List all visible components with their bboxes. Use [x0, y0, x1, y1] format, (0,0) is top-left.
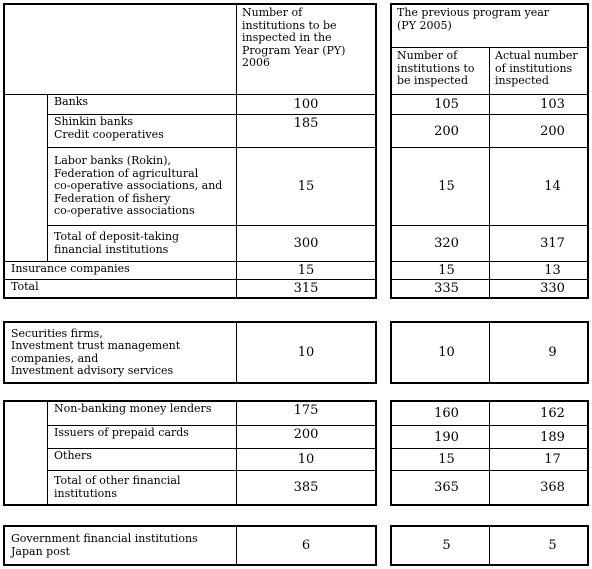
header-previous-inspected: Number of institutions to be inspected	[392, 47, 489, 94]
row-moneylenders-prev-actual: 162	[489, 402, 587, 425]
left-government-block	[3, 525, 377, 566]
row-others-prev-plan: 15	[392, 448, 489, 470]
right-securities-block	[390, 321, 589, 384]
row-prepaid-prev-actual: 189	[489, 425, 587, 448]
row-prepaid-label: Issuers of prepaid cards	[47, 425, 236, 448]
row-moneylenders-prev-plan: 160	[434, 406, 459, 421]
row-banks-label: Banks	[47, 94, 236, 114]
row-shinkin-prev-plan: 200	[392, 114, 489, 147]
row-total-prev-actual: 330	[489, 279, 587, 297]
row-prepaid-prev-plan: 190	[392, 425, 489, 448]
row-government-current: 6	[236, 527, 375, 564]
row-shinkin-prev-actual: 200	[489, 114, 587, 147]
row-total-deposit-prev-actual: 317	[489, 225, 587, 261]
row-government-prev-actual: 5	[489, 527, 587, 564]
row-securities-prev-actual: 9	[489, 323, 587, 382]
row-shinkin-current: 185	[236, 114, 375, 147]
row-banks-current: 100	[236, 94, 375, 114]
row-total-deposit-prev-plan: 320	[392, 225, 489, 261]
row-insurance-prev-plan: 15	[392, 261, 489, 279]
header-previous-actual: Actual number of institutions inspected	[489, 47, 587, 94]
row-securities-current: 10	[236, 323, 375, 382]
row-total-deposit-label: Total of deposit-taking financial institutions	[47, 225, 236, 261]
header-current-year: Number of institutions to be inspected in the Program Year (PY) 2006	[236, 5, 375, 94]
row-others-current: 10	[236, 448, 375, 470]
left-main-block	[3, 3, 377, 299]
other-indent-column	[5, 402, 47, 504]
row-insurance-current: 15	[236, 261, 375, 279]
row-total-other-label: Total of other financial institutions	[47, 470, 236, 504]
row-total-deposit-current: 300	[236, 225, 375, 261]
row-insurance-label: Insurance companies	[5, 261, 236, 279]
row-securities-label: Securities firms, Investment trust management companies, and Investment advisory services	[11, 326, 181, 377]
header-previous-year: The previous program year (PY 2005)	[397, 6, 550, 32]
row-total-current: 315	[236, 279, 375, 297]
row-prepaid-current: 200	[236, 425, 375, 448]
row-shinkin-label: Shinkin banks Credit cooperatives	[47, 114, 236, 147]
row-banks-prev-plan: 105	[392, 94, 489, 114]
row-total-other-prev-plan: 365	[392, 470, 489, 504]
row-others-label: Others	[47, 448, 236, 470]
row-banks-prev-actual: 103	[489, 94, 587, 114]
row-labor-prev-actual: 14	[489, 147, 587, 225]
row-total-prev-plan: 335	[392, 279, 489, 297]
row-others-prev-actual: 17	[489, 448, 587, 470]
row-insurance-prev-actual: 13	[489, 261, 587, 279]
row-securities-prev-plan: 10	[438, 345, 455, 360]
left-other-block	[3, 400, 377, 506]
row-total-label: Total	[5, 279, 236, 297]
row-moneylenders-label: Non-banking money lenders	[47, 402, 236, 425]
group-indent-column	[5, 94, 47, 256]
row-government-prev-plan: 5	[442, 538, 451, 553]
row-total-other-current: 385	[236, 470, 375, 504]
row-total-other-prev-actual: 368	[489, 470, 587, 504]
row-government-label: Government financial institutions Japan post	[11, 532, 198, 558]
right-other-block	[390, 400, 589, 506]
row-labor-prev-plan: 15	[392, 147, 489, 225]
row-moneylenders-current: 175	[236, 402, 375, 425]
row-labor-label: Labor banks (Rokin), Federation of agricultural co-operative associations, and Federation of fishery co-operative associations	[47, 147, 236, 225]
row-labor-current: 15	[236, 147, 375, 225]
left-securities-block	[3, 321, 377, 384]
right-main-block	[390, 3, 589, 299]
right-government-block	[390, 525, 589, 566]
